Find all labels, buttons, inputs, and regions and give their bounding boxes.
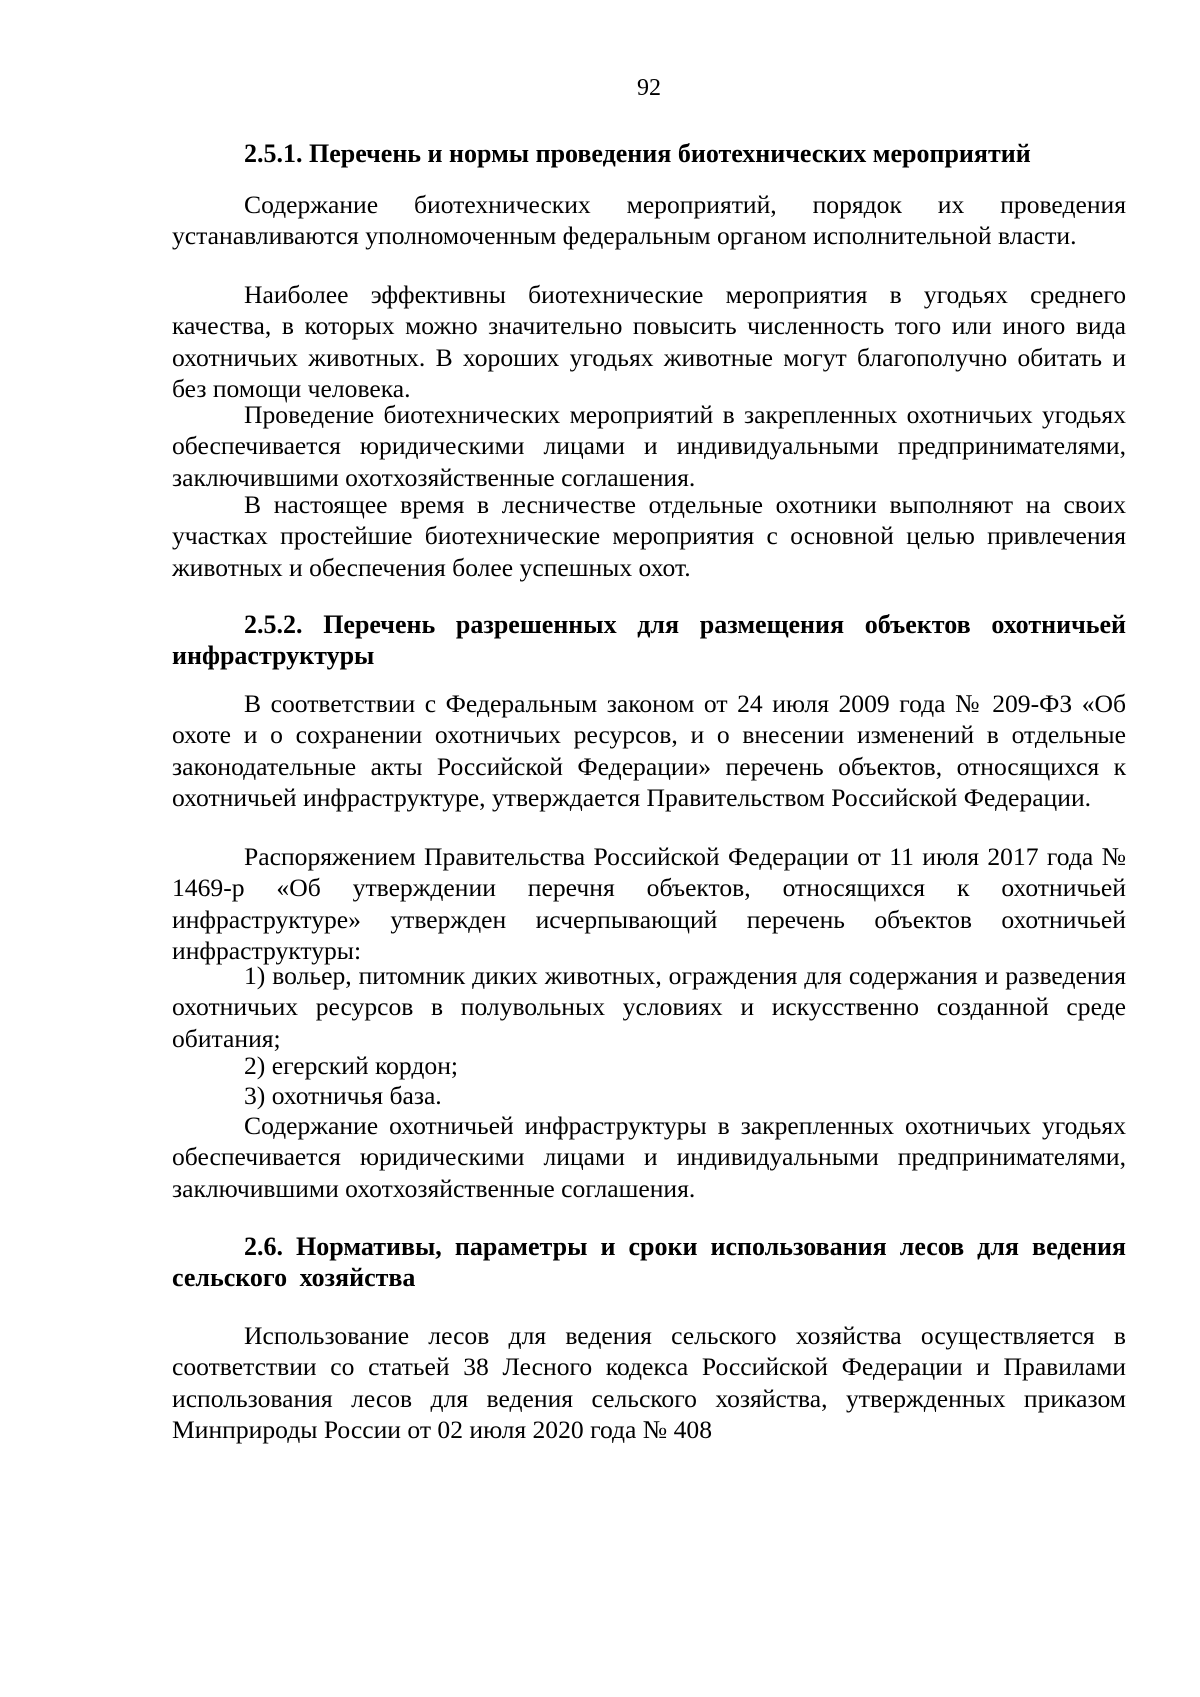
- paragraph: Распоряжением Правительства Российской Федерации от 11 июля 2017 года № 1469-р «Об утверждении перечня объектов, относящихся к охотничьей инфраструктуре» утвержден исчерпывающий перечень объектов охотничьей инфраструктуры:: [172, 842, 1126, 966]
- paragraph: Проведение биотехнических мероприятий в закрепленных охотничьих угодьях обеспечивается юридическими лицами и индивидуальными предпринимателями, заключившими охотхозяйственные соглашения.: [172, 400, 1126, 492]
- paragraph: В соответствии с Федеральным законом от 24 июля 2009 года № 209-ФЗ «Об охоте и о сохранении охотничьих ресурсов, и о внесении изменений в отдельные законодательные акты Российской Федерации» перечень объектов, относящихся к охотничьей инфраструктуре, утверждается Правительством Российской Федерации.: [172, 689, 1126, 813]
- list-item: 3) охотничья база.: [244, 1081, 442, 1110]
- page-number: 92: [637, 75, 661, 101]
- section-heading-2-5-1: [172, 138, 1126, 169]
- section-heading-2-6: 2.6. Нормативы, параметры и сроки использования лесов для ведения сельского хозяйства: [172, 1232, 1126, 1292]
- paragraph: Использование лесов для ведения сельского хозяйства осуществляется в соответствии со статьей 38 Лесного кодекса Российской Федерации и Правилами использования лесов для ведения сельского хозяйства, утвержденных приказом Минприроды России от 02 июля 2020 года № 408: [172, 1321, 1126, 1445]
- paragraph: В настоящее время в лесничестве отдельные охотники выполняют на своих участках простейшие биотехнические мероприятия с основной целью привлечения животных и обеспечения более успешных охот.: [172, 490, 1126, 582]
- paragraph: Содержание биотехнических мероприятий, порядок их проведения устанавливаются уполномоченным федеральным органом исполнительной власти.: [172, 190, 1126, 251]
- paragraph: Содержание охотничьей инфраструктуры в закрепленных охотничьих угодьях обеспечивается юридическими лицами и индивидуальными предпринимателями, заключившими охотхозяйственные соглашения.: [172, 1111, 1126, 1203]
- paragraph: Наиболее эффективны биотехнические мероприятия в угодьях среднего качества, в которых можно значительно повысить численность того или иного вида охотничьих животных. В хороших угодьях животные могут благополучно обитать и без помощи человека.: [172, 280, 1126, 404]
- section-heading-2-5-1-text: 2.5.1. Перечень и нормы проведения биотехнических мероприятий: [244, 139, 1031, 168]
- list-item: 2) егерский кордон;: [244, 1051, 458, 1080]
- section-heading-2-5-2: 2.5.2. Перечень разрешенных для размещения объектов охотничьей инфраструктуры: [172, 610, 1126, 670]
- list-item: 1) вольер, питомник диких животных, ограждения для содержания и разведения охотничьих ресурсов в полувольных условиях и искусственно созданной среде обитания;: [172, 961, 1126, 1053]
